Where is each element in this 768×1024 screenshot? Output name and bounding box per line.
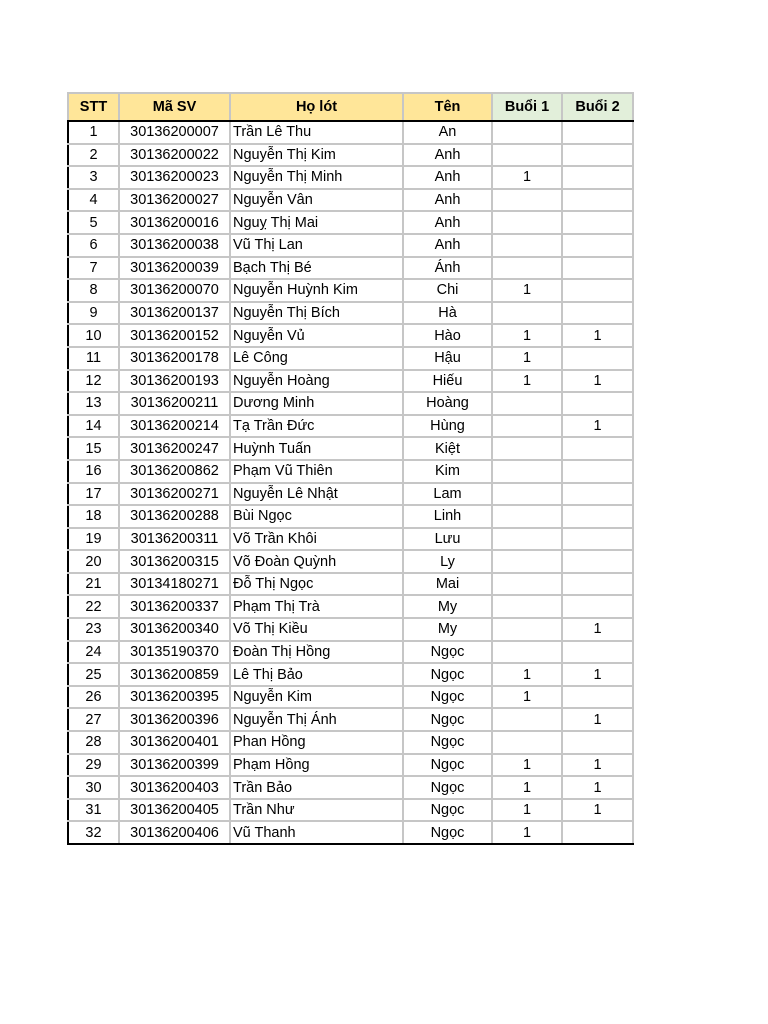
cell-buoi-2[interactable] (562, 279, 633, 302)
cell-ten[interactable]: Ngọc (403, 708, 492, 731)
table-row (68, 641, 633, 664)
cell-buoi-1[interactable]: 1 (492, 686, 562, 709)
cell-ten[interactable]: Ngọc (403, 799, 492, 822)
cell-ma-sv[interactable]: 30136200271 (119, 483, 230, 506)
cell-ten[interactable]: Ly (403, 550, 492, 573)
cell-ho-lot[interactable]: Lê Thị Bảo (230, 663, 403, 686)
cell-buoi-2[interactable]: 1 (562, 370, 633, 393)
cell-stt[interactable]: 9 (68, 302, 119, 325)
cell-ten[interactable]: Ngọc (403, 821, 492, 844)
cell-ho-lot[interactable]: Dương Minh (230, 392, 403, 415)
cell-buoi-1[interactable] (492, 460, 562, 483)
cell-ho-lot[interactable]: Võ Trần Khôi (230, 528, 403, 551)
table-row (68, 754, 633, 777)
header-buoi-1[interactable]: Buổi 1 (492, 93, 562, 121)
cell-buoi-1[interactable]: 1 (492, 279, 562, 302)
table-row (68, 437, 633, 460)
header-ma-sv[interactable]: Mã SV (119, 93, 230, 121)
cell-buoi-1[interactable]: 1 (492, 663, 562, 686)
header-ten[interactable]: Tên (403, 93, 492, 121)
table-row (68, 776, 633, 799)
cell-ho-lot[interactable]: Nguyễn Thị Kim (230, 144, 403, 167)
table-row (68, 595, 633, 618)
cell-stt[interactable]: 30 (68, 776, 119, 799)
cell-ten[interactable]: Lam (403, 483, 492, 506)
cell-stt[interactable]: 25 (68, 663, 119, 686)
cell-buoi-1[interactable] (492, 550, 562, 573)
cell-buoi-2[interactable] (562, 189, 633, 212)
cell-ma-sv[interactable]: 30136200211 (119, 392, 230, 415)
cell-stt[interactable]: 17 (68, 483, 119, 506)
cell-stt[interactable]: 24 (68, 641, 119, 664)
cell-ho-lot[interactable]: Đỗ Thị Ngọc (230, 573, 403, 596)
cell-ma-sv[interactable]: 30136200070 (119, 279, 230, 302)
cell-ten[interactable]: Ngọc (403, 754, 492, 777)
table-row (68, 573, 633, 596)
cell-buoi-1[interactable] (492, 731, 562, 754)
cell-buoi-1[interactable] (492, 708, 562, 731)
cell-buoi-2[interactable] (562, 211, 633, 234)
table-row (68, 279, 633, 302)
cell-buoi-2[interactable]: 1 (562, 708, 633, 731)
cell-stt[interactable]: 6 (68, 234, 119, 257)
cell-buoi-2[interactable] (562, 121, 633, 144)
cell-ma-sv[interactable]: 30136200193 (119, 370, 230, 393)
table-row (68, 370, 633, 393)
cell-buoi-1[interactable] (492, 573, 562, 596)
table-row (68, 460, 633, 483)
table-row (68, 708, 633, 731)
cell-ho-lot[interactable]: Trần Như (230, 799, 403, 822)
cell-ma-sv[interactable]: 30136200152 (119, 324, 230, 347)
cell-buoi-2[interactable]: 1 (562, 776, 633, 799)
cell-stt[interactable]: 5 (68, 211, 119, 234)
cell-ho-lot[interactable]: Lê Công (230, 347, 403, 370)
table-row (68, 821, 633, 844)
cell-buoi-2[interactable] (562, 234, 633, 257)
table-row (68, 550, 633, 573)
cell-ten[interactable]: Anh (403, 234, 492, 257)
cell-stt[interactable]: 31 (68, 799, 119, 822)
cell-ho-lot[interactable]: Huỳnh Tuấn (230, 437, 403, 460)
table-row (68, 528, 633, 551)
cell-ho-lot[interactable]: Võ Thị Kiều (230, 618, 403, 641)
cell-buoi-1[interactable]: 1 (492, 776, 562, 799)
cell-ho-lot[interactable]: Trần Lê Thu (230, 121, 403, 144)
cell-ho-lot[interactable]: Tạ Trần Đức (230, 415, 403, 438)
cell-stt[interactable]: 32 (68, 821, 119, 844)
cell-ho-lot[interactable]: Phạm Hồng (230, 754, 403, 777)
cell-ho-lot[interactable]: Nguyễn Kim (230, 686, 403, 709)
cell-ten[interactable]: Hùng (403, 415, 492, 438)
cell-ho-lot[interactable]: Bạch Thị Bé (230, 257, 403, 280)
cell-stt[interactable]: 8 (68, 279, 119, 302)
cell-ma-sv[interactable]: 30136200399 (119, 754, 230, 777)
cell-ten[interactable]: Anh (403, 189, 492, 212)
table-row (68, 121, 633, 144)
cell-stt[interactable]: 18 (68, 505, 119, 528)
cell-ten[interactable]: Ánh (403, 257, 492, 280)
header-buoi-2[interactable]: Buổi 2 (562, 93, 633, 121)
cell-buoi-1[interactable] (492, 483, 562, 506)
header-row (68, 93, 633, 121)
cell-ho-lot[interactable]: Nguyễn Thị Ánh (230, 708, 403, 731)
cell-stt[interactable]: 1 (68, 121, 119, 144)
cell-ma-sv[interactable]: 30136200405 (119, 799, 230, 822)
cell-stt[interactable]: 10 (68, 324, 119, 347)
cell-ho-lot[interactable]: Nguyễn Lê Nhật (230, 483, 403, 506)
cell-buoi-1[interactable] (492, 437, 562, 460)
cell-ho-lot[interactable]: Trần Bảo (230, 776, 403, 799)
cell-ho-lot[interactable]: Đoàn Thị Hồng (230, 641, 403, 664)
table-row (68, 189, 633, 212)
cell-buoi-1[interactable] (492, 257, 562, 280)
cell-buoi-2[interactable]: 1 (562, 754, 633, 777)
cell-buoi-1[interactable]: 1 (492, 754, 562, 777)
cell-ten[interactable]: Mai (403, 573, 492, 596)
cell-ten[interactable]: Chi (403, 279, 492, 302)
cell-stt[interactable]: 4 (68, 189, 119, 212)
table-row (68, 347, 633, 370)
cell-ho-lot[interactable]: Võ Đoàn Quỳnh (230, 550, 403, 573)
cell-stt[interactable]: 12 (68, 370, 119, 393)
cell-ho-lot[interactable]: Nguỵ Thị Mai (230, 211, 403, 234)
cell-buoi-1[interactable] (492, 121, 562, 144)
cell-ten[interactable]: Ngọc (403, 641, 492, 664)
cell-ten[interactable]: Ngọc (403, 663, 492, 686)
table-row (68, 731, 633, 754)
cell-buoi-1[interactable] (492, 618, 562, 641)
table-row (68, 505, 633, 528)
cell-buoi-2[interactable] (562, 302, 633, 325)
cell-ma-sv[interactable]: 30136200340 (119, 618, 230, 641)
cell-buoi-2[interactable] (562, 144, 633, 167)
cell-ma-sv[interactable]: 30136200396 (119, 708, 230, 731)
cell-buoi-2[interactable] (562, 483, 633, 506)
cell-ma-sv[interactable]: 30134180271 (119, 573, 230, 596)
cell-buoi-1[interactable] (492, 211, 562, 234)
cell-ten[interactable]: Hào (403, 324, 492, 347)
cell-buoi-1[interactable]: 1 (492, 370, 562, 393)
table-row (68, 144, 633, 167)
table-row (68, 686, 633, 709)
cell-buoi-1[interactable]: 1 (492, 347, 562, 370)
cell-buoi-2[interactable] (562, 505, 633, 528)
cell-ten[interactable]: Linh (403, 505, 492, 528)
table-row (68, 618, 633, 641)
cell-buoi-2[interactable] (562, 460, 633, 483)
cell-ho-lot[interactable]: Vũ Thanh (230, 821, 403, 844)
cell-ten[interactable]: An (403, 121, 492, 144)
cell-ma-sv[interactable]: 30136200862 (119, 460, 230, 483)
cell-stt[interactable]: 29 (68, 754, 119, 777)
cell-ma-sv[interactable]: 30136200406 (119, 821, 230, 844)
cell-ten[interactable]: Ngọc (403, 776, 492, 799)
table-row (68, 211, 633, 234)
cell-ma-sv[interactable]: 30136200311 (119, 528, 230, 551)
cell-ma-sv[interactable]: 30136200315 (119, 550, 230, 573)
header-stt[interactable]: STT (68, 93, 119, 121)
cell-stt[interactable]: 3 (68, 166, 119, 189)
cell-ho-lot[interactable]: Nguyễn Thị Bích (230, 302, 403, 325)
cell-ten[interactable]: Lưu (403, 528, 492, 551)
cell-ma-sv[interactable]: 30136200007 (119, 121, 230, 144)
cell-ten[interactable]: My (403, 618, 492, 641)
cell-buoi-2[interactable] (562, 731, 633, 754)
cell-buoi-1[interactable] (492, 415, 562, 438)
cell-ten[interactable]: Hà (403, 302, 492, 325)
cell-ma-sv[interactable]: 30136200288 (119, 505, 230, 528)
cell-ten[interactable]: Kiệt (403, 437, 492, 460)
table-row (68, 324, 633, 347)
cell-buoi-2[interactable] (562, 528, 633, 551)
cell-buoi-1[interactable]: 1 (492, 166, 562, 189)
table-body (68, 121, 633, 844)
cell-buoi-1[interactable]: 1 (492, 799, 562, 822)
cell-ten[interactable]: Ngọc (403, 731, 492, 754)
cell-ma-sv[interactable]: 30136200016 (119, 211, 230, 234)
cell-ho-lot[interactable]: Phạm Thị Trà (230, 595, 403, 618)
cell-buoi-2[interactable] (562, 166, 633, 189)
cell-ma-sv[interactable]: 30136200214 (119, 415, 230, 438)
cell-stt[interactable]: 27 (68, 708, 119, 731)
cell-ten[interactable]: Hậu (403, 347, 492, 370)
cell-buoi-1[interactable] (492, 189, 562, 212)
cell-ten[interactable]: Ngọc (403, 686, 492, 709)
cell-ho-lot[interactable]: Phan Hồng (230, 731, 403, 754)
cell-buoi-2[interactable]: 1 (562, 324, 633, 347)
cell-ma-sv[interactable]: 30135190370 (119, 641, 230, 664)
cell-ho-lot[interactable]: Nguyễn Thị Minh (230, 166, 403, 189)
cell-stt[interactable]: 22 (68, 595, 119, 618)
cell-ho-lot[interactable]: Bùi Ngọc (230, 505, 403, 528)
cell-stt[interactable]: 7 (68, 257, 119, 280)
cell-ma-sv[interactable]: 30136200401 (119, 731, 230, 754)
cell-stt[interactable]: 11 (68, 347, 119, 370)
cell-ten[interactable]: Anh (403, 144, 492, 167)
cell-ma-sv[interactable]: 30136200178 (119, 347, 230, 370)
cell-buoi-2[interactable]: 1 (562, 799, 633, 822)
cell-stt[interactable]: 23 (68, 618, 119, 641)
cell-buoi-2[interactable] (562, 821, 633, 844)
cell-ten[interactable]: Anh (403, 166, 492, 189)
cell-buoi-1[interactable] (492, 234, 562, 257)
cell-ma-sv[interactable]: 30136200038 (119, 234, 230, 257)
cell-stt[interactable]: 21 (68, 573, 119, 596)
cell-ma-sv[interactable]: 30136200023 (119, 166, 230, 189)
cell-buoi-1[interactable] (492, 144, 562, 167)
cell-ho-lot[interactable]: Nguyễn Hoàng (230, 370, 403, 393)
cell-buoi-2[interactable] (562, 550, 633, 573)
cell-buoi-1[interactable] (492, 641, 562, 664)
cell-ma-sv[interactable]: 30136200337 (119, 595, 230, 618)
table-row (68, 799, 633, 822)
cell-buoi-1[interactable] (492, 302, 562, 325)
cell-buoi-2[interactable] (562, 595, 633, 618)
table-row (68, 257, 633, 280)
cell-ten[interactable]: Kim (403, 460, 492, 483)
cell-buoi-2[interactable] (562, 437, 633, 460)
cell-buoi-2[interactable]: 1 (562, 663, 633, 686)
cell-buoi-2[interactable]: 1 (562, 618, 633, 641)
cell-buoi-2[interactable] (562, 347, 633, 370)
cell-ho-lot[interactable]: Vũ Thị Lan (230, 234, 403, 257)
table-row (68, 415, 633, 438)
header-ho-lot[interactable]: Họ lót (230, 93, 403, 121)
cell-ten[interactable]: My (403, 595, 492, 618)
cell-buoi-1[interactable] (492, 505, 562, 528)
cell-ho-lot[interactable]: Nguyễn Vân (230, 189, 403, 212)
cell-ho-lot[interactable]: Nguyễn Huỳnh Kim (230, 279, 403, 302)
cell-buoi-2[interactable] (562, 392, 633, 415)
cell-stt[interactable]: 20 (68, 550, 119, 573)
cell-ma-sv[interactable]: 30136200137 (119, 302, 230, 325)
table-row (68, 483, 633, 506)
cell-buoi-2[interactable] (562, 573, 633, 596)
attendance-table (67, 92, 634, 845)
cell-buoi-1[interactable] (492, 595, 562, 618)
cell-stt[interactable]: 26 (68, 686, 119, 709)
cell-ho-lot[interactable]: Nguyễn Vủ (230, 324, 403, 347)
cell-ma-sv[interactable]: 30136200039 (119, 257, 230, 280)
table-row (68, 234, 633, 257)
cell-ma-sv[interactable]: 30136200247 (119, 437, 230, 460)
cell-buoi-1[interactable] (492, 392, 562, 415)
cell-buoi-2[interactable] (562, 641, 633, 664)
cell-ten[interactable]: Anh (403, 211, 492, 234)
cell-ma-sv[interactable]: 30136200403 (119, 776, 230, 799)
table-row (68, 302, 633, 325)
cell-ten[interactable]: Hiếu (403, 370, 492, 393)
cell-ma-sv[interactable]: 30136200022 (119, 144, 230, 167)
cell-ma-sv[interactable]: 30136200859 (119, 663, 230, 686)
cell-stt[interactable]: 16 (68, 460, 119, 483)
cell-ten[interactable]: Hoàng (403, 392, 492, 415)
cell-buoi-2[interactable] (562, 686, 633, 709)
cell-stt[interactable]: 14 (68, 415, 119, 438)
cell-buoi-1[interactable] (492, 528, 562, 551)
table-row (68, 392, 633, 415)
cell-ma-sv[interactable]: 30136200395 (119, 686, 230, 709)
cell-stt[interactable]: 28 (68, 731, 119, 754)
cell-buoi-1[interactable]: 1 (492, 821, 562, 844)
cell-ma-sv[interactable]: 30136200027 (119, 189, 230, 212)
cell-stt[interactable]: 19 (68, 528, 119, 551)
table-row (68, 663, 633, 686)
cell-stt[interactable]: 15 (68, 437, 119, 460)
cell-buoi-1[interactable]: 1 (492, 324, 562, 347)
cell-stt[interactable]: 13 (68, 392, 119, 415)
table-row (68, 166, 633, 189)
cell-ho-lot[interactable]: Phạm Vũ Thiên (230, 460, 403, 483)
cell-buoi-2[interactable]: 1 (562, 415, 633, 438)
cell-stt[interactable]: 2 (68, 144, 119, 167)
cell-buoi-2[interactable] (562, 257, 633, 280)
